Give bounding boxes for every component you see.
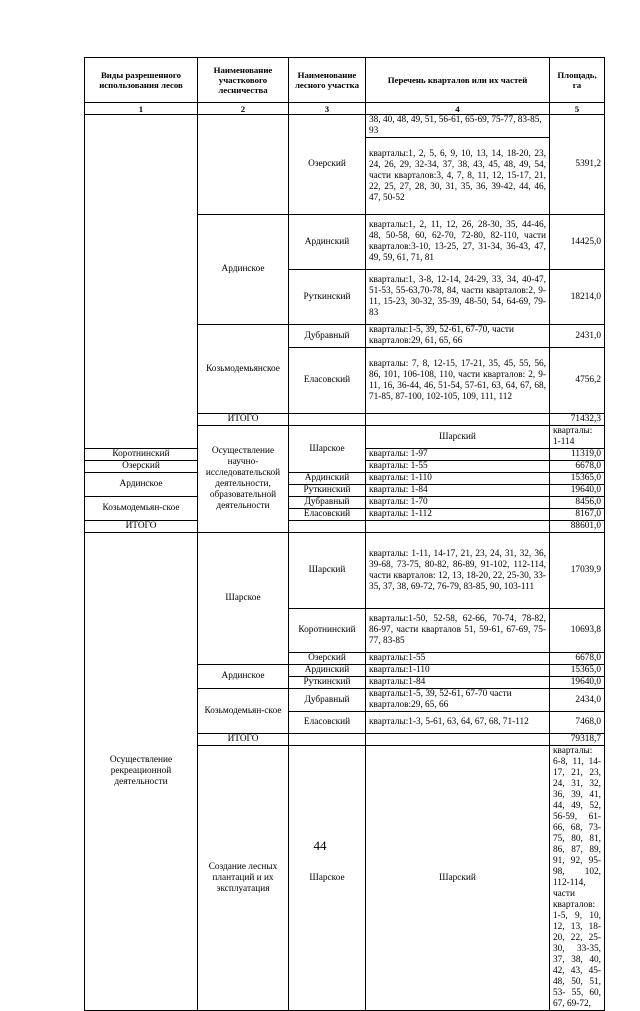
area-cell: 17039,9 (550, 533, 605, 609)
empty-cell (289, 414, 366, 426)
plot-cell: Дубравный (289, 689, 366, 712)
header-forestry: Наименование участкового лесничества (198, 58, 289, 103)
plot-cell: Шарский (289, 533, 366, 609)
plot-cell: Еласовский (289, 712, 366, 734)
forestry-cell: Ардинское (85, 473, 198, 497)
column-number: 5 (550, 103, 605, 115)
plot-cell: Ардинский (289, 665, 366, 677)
column-number: 3 (289, 103, 366, 115)
page-number: 44 (313, 838, 327, 853)
empty-cell (366, 414, 550, 426)
quarters-cell: кварталы: 6-8, 11, 14-17, 21, 23, 24, 31, 32, 36, 39, 41, 44, 49, 52, 56-59, 61-66, 68, 73-75, 80, 81, 86, 87, 89, 91, 92, 95-98, 102, 112-114, части кварталов: 1-5, 9, 10, 12, 13, 18-20, 22, 25-30, 33-35, 37, 38, 40, 42, 43, 45-48, 50, 51, 53- 55, 60, 67, 69-72, (550, 746, 605, 1011)
table-row (85, 115, 605, 138)
area-cell: 8167,0 (550, 509, 605, 521)
area-cell: 11319,0 (550, 449, 605, 461)
column-number: 2 (198, 103, 289, 115)
total-label: ИТОГО (198, 734, 289, 746)
table-row (85, 533, 605, 609)
empty-cell (289, 734, 366, 746)
plot-cell: Еласовский (289, 509, 366, 521)
use-type-cell: Осуществление рекреационной деятельности (85, 533, 198, 1011)
use-type-cell: Осуществление научно-исследовательской деятельности, образовательной деятельности (198, 426, 289, 533)
plot-cell: Дубравный (289, 325, 366, 348)
header-plot: Наименование лесного участка (289, 58, 366, 103)
quarters-cell: кварталы: 1-97 (366, 449, 550, 461)
area-cell: 5391,2 (550, 115, 605, 215)
quarters-cell: кварталы:1, 2, 11, 12, 26, 28-30, 35, 44-46, 48, 50-58, 60, 62-70, 72-80, 82-110, части кварталов:3-10, 13-25, 27, 31-34, 36-43, 47, 49, 59, 61, 71, 81 (366, 215, 550, 270)
total-area: 88601,0 (550, 521, 605, 533)
forestry-cell: Козьмодемьянское (198, 325, 289, 414)
plot-cell: Шарский (366, 746, 550, 1011)
area-cell: 10693,8 (550, 609, 605, 653)
column-number: 1 (85, 103, 198, 115)
area-cell: 19640,0 (550, 677, 605, 689)
quarters-cell: кварталы: 1-11, 14-17, 21, 23, 24, 31, 32, 36, 39-68, 73-75, 80-82, 86-89, 91-102, 112-114, части кварталов: 12, 13, 18-20, 22, 25-30, 33-35, 37, 38, 69-72, 76-79, 83-85, 90, 103-111 (366, 533, 550, 609)
area-cell: 7468,0 (550, 712, 605, 734)
quarters-cell: кварталы:1-55 (366, 653, 550, 665)
empty-cell (289, 521, 366, 533)
forestry-cell: Ардинское (198, 665, 289, 689)
area-cell: 15365,0 (550, 665, 605, 677)
plot-cell: Шарский (366, 426, 550, 449)
area-cell: 2431,0 (550, 325, 605, 348)
plot-cell: Коротнинский (85, 449, 198, 461)
quarters-cell: кварталы: 7, 8, 12-15, 17-21, 35, 45, 55, 56, 86, 101, 106-108, 110, части кварталов: 2, 9-11, 16, 36-44, 46, 51-54, 57-61, 63, 64, 67, 68, 71-85, 87-100, 102-105, 109, 111, 112 (366, 348, 550, 414)
plot-cell: Озерский (289, 653, 366, 665)
quarters-cell: кварталы:1-3, 5-61, 63, 64, 67, 68, 71-112 (366, 712, 550, 734)
column-number: 4 (366, 103, 550, 115)
forestry-cell: Шарское (198, 533, 289, 665)
plot-cell: Руткинский (289, 270, 366, 325)
quarters-cell: кварталы: 1-112 (366, 509, 550, 521)
quarters-cell: кварталы:1, 3-8, 12-14, 24-29, 33, 34, 40-47, 51-53, 55-63,70-78, 84, части кварталов:2, 9-11, 15-23, 30-32, 35-39, 48-50, 54, 64-69, 79-83 (366, 270, 550, 325)
forestry-cell: Шарское (289, 426, 366, 473)
header-quarters: Перечень кварталов или их частей (366, 58, 550, 103)
header-use-type: Виды разрешенного использования лесов (85, 58, 198, 103)
quarters-cell: 38, 40, 48, 49, 51, 56-61, 65-69, 75-77, 83-85, 93 (366, 115, 550, 138)
plot-cell: Озерский (85, 461, 198, 473)
quarters-cell: кварталы: 1-114 (550, 426, 605, 449)
area-cell: 6678,0 (550, 653, 605, 665)
area-cell: 2434,0 (550, 689, 605, 712)
plot-cell: Коротнинский (289, 609, 366, 653)
forestry-cell: Козьмодемьян-ское (198, 689, 289, 734)
area-cell: 4756,2 (550, 348, 605, 414)
total-label: ИТОГО (85, 521, 198, 533)
forestry-cell (198, 115, 289, 215)
total-label: ИТОГО (198, 414, 289, 426)
quarters-cell: кварталы:1-84 (366, 677, 550, 689)
forestry-cell: Шарское (289, 746, 366, 1011)
quarters-cell: кварталы:1-50, 52-58, 62-66, 70-74, 78-82, 86-97, части кварталов 51, 59-61, 67-69, 75-77, 83-85 (366, 609, 550, 653)
use-type-cell: Создание лесных плантаций и их эксплуатация (198, 746, 289, 1011)
total-area: 71432,3 (550, 414, 605, 426)
use-type-cell (85, 115, 198, 449)
area-cell: 19640,0 (550, 485, 605, 497)
quarters-cell: кварталы: 1-84 (366, 485, 550, 497)
table-row (85, 473, 605, 485)
plot-cell: Еласовский (289, 348, 366, 414)
quarters-cell: кварталы:1, 2, 5, 6, 9, 10, 13, 14, 18-20, 23, 24, 26, 29, 32-34, 37, 38, 43, 45, 48, 49, 54, части кварталов:3, 4, 7, 8, 11, 12, 15-17, 21, 22, 25, 27, 28, 30, 31, 35, 36, 39-42, 44, 46, 47, 50-52 (366, 138, 550, 215)
header-area: Площадь, га (550, 58, 605, 103)
plot-cell: Ардинский (289, 215, 366, 270)
area-cell: 8456,0 (550, 497, 605, 509)
quarters-cell: кварталы:1-5, 39, 52-61, 67-70, части кварталов:29, 61, 65, 66 (366, 325, 550, 348)
plot-cell: Ардинский (289, 473, 366, 485)
column-number-row (85, 103, 605, 115)
quarters-cell: кварталы: 1-110 (366, 473, 550, 485)
area-cell: 14425,0 (550, 215, 605, 270)
quarters-cell: кварталы: 1-55 (366, 461, 550, 473)
quarters-cell: кварталы:1-5, 39, 52-61, 67-70 части кварталов:29, 65, 66 (366, 689, 550, 712)
area-cell: 15365,0 (550, 473, 605, 485)
plot-cell: Озерский (289, 115, 366, 215)
empty-cell (366, 734, 550, 746)
area-cell: 6678,0 (550, 461, 605, 473)
total-row (85, 521, 605, 533)
empty-cell (366, 521, 550, 533)
forestry-cell: Козьмодемьян-ское (85, 497, 198, 521)
table-header-row (85, 58, 605, 103)
table-row (85, 497, 605, 509)
plot-cell: Руткинский (289, 485, 366, 497)
forestry-cell: Ардинское (198, 215, 289, 325)
quarters-cell: кварталы:1-110 (366, 665, 550, 677)
forest-use-table (84, 57, 605, 1011)
quarters-cell: кварталы: 1-70 (366, 497, 550, 509)
plot-cell: Дубравный (289, 497, 366, 509)
area-cell: 18214,0 (550, 270, 605, 325)
plot-cell: Руткинский (289, 677, 366, 689)
total-area: 79318,7 (550, 734, 605, 746)
